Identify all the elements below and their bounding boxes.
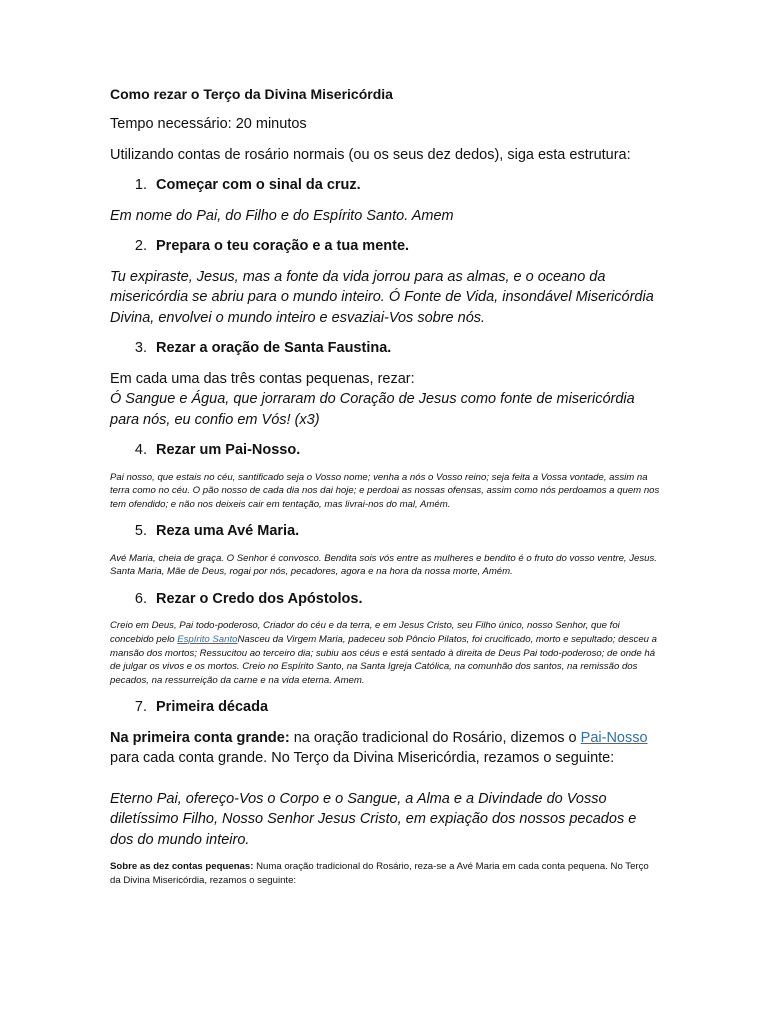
heart-prayer-text: Tu expiraste, Jesus, mas a fonte da vida jorrou para as almas, e o oceano da misericórdia se abriu para o mundo inteiro. Ó Fonte de Vida, insondável Misericórdia Divina, envolvei o mundo inteiro e esvaziai-Vos sobre nós. — [110, 268, 654, 326]
step-label: Prepara o teu coração e a tua mente. — [156, 238, 410, 254]
creed-text — [110, 619, 660, 687]
step-2 — [110, 236, 660, 257]
ten-beads-heading: Sobre as dez contas pequenas: — [110, 861, 254, 873]
our-father-link[interactable]: Pai-Nosso — [580, 729, 648, 746]
step-5 — [110, 521, 660, 542]
first-large-bead-text — [110, 728, 660, 769]
step-label: Primeira década — [156, 699, 269, 716]
holy-spirit-link[interactable]: Espírito Santo — [177, 634, 238, 646]
hail-mary-text: Avé Maria, cheia de graça. O Senhor é convosco. Bendita sois vós entre as mulheres e bendito é o fruto do vosso ventre, Jesus. Santa Maria, Mãe de Deus, rogai por nós, pecadores, agora e na hora da nossa morte, Amém. — [110, 552, 657, 578]
step-6 — [110, 589, 660, 610]
page-title: Como rezar o Terço da Divina Misericórdia — [110, 86, 393, 102]
ten-beads-body: Numa oração tradicional do Rosário, reza-se a Avé Maria em cada conta pequena. No Terço da Divina Misericórdia, rezamos o seguinte: — [110, 861, 649, 887]
step-3 — [110, 338, 660, 359]
step-label: Rezar a oração de Santa Faustina. — [156, 340, 392, 356]
document-body — [110, 84, 660, 888]
ten-beads-text — [110, 860, 660, 887]
creed-text-after: Nasceu da Virgem Maria, padeceu sob Pôncio Pilatos, foi crucificado, morto e sepultado; desceu a mansão dos mortos; Ressucitou ao terceiro dia; subiu aos céus e está sentado à direita de Deus Pai todo-poderoso; de onde há de julgar os vivos e os mortos. Creio no Espírito Santo, na Santa Igreja Católica, na comunhão dos santos, na remissão dos pecados, na ressurreição da carne e na vida eterna. Amem. — [110, 634, 658, 686]
step-number: 2. — [134, 238, 147, 254]
first-large-bead-after: para cada conta grande. No Terço da Divina Misericórdia, rezamos o seguinte: — [110, 750, 615, 767]
time-needed: Tempo necessário: 20 minutos — [110, 116, 307, 132]
our-father-text: Pai nosso, que estais no céu, santificado seja o Vosso nome; venha a nós o Vosso reino; seja feita a Vossa vontade, assim na terra como no céu. O pão nosso de cada dia nos dai hoje; e perdoai as nossas ofensas, assim como nós perdoamos a quem nos tem ofendido; e não nos deixeis cair em tentação, mas livrai-nos do mal, Amém. — [110, 471, 660, 510]
eternal-father-prayer: Eterno Pai, ofereço-Vos o Corpo e o Sangue, a Alma e a Divindade do Vosso diletíssimo Filho, Nosso Senhor Jesus Cristo, em expiação dos nossos pecados e dos do mundo inteiro. — [110, 790, 637, 848]
step-label: Começar com o sinal da cruz. — [156, 177, 361, 193]
step-7 — [110, 697, 660, 718]
first-large-bead-before: na oração tradicional do Rosário, dizemos o — [289, 729, 581, 746]
spacer — [110, 769, 660, 789]
step-4 — [110, 440, 660, 461]
faustina-prayer-text: Ó Sangue e Água, que jorraram do Coração de Jesus como fonte de misericórdia para nós, eu confio em Vós! (x3) — [110, 391, 635, 428]
intro-text: Utilizando contas de rosário normais (ou os seus dez dedos), siga esta estrutura: — [110, 146, 631, 163]
sign-of-cross-text: Em nome do Pai, do Filho e do Espírito Santo. Amem — [110, 207, 454, 224]
step-number: 7. — [134, 699, 147, 716]
step-number: 5. — [134, 523, 147, 540]
creed-text-before: Creio em Deus, Pai todo-poderoso, Criador do céu e da terra, e em Jesus Cristo, seu Filho único, nosso Senhor, que foi concebido pelo — [110, 620, 620, 646]
step-number: 6. — [134, 590, 147, 607]
step-number: 4. — [134, 442, 147, 458]
step-label: Rezar o Credo dos Apóstolos. — [156, 590, 363, 607]
step-label: Reza uma Avé Maria. — [156, 523, 300, 540]
faustina-intro: Em cada uma das três contas pequenas, rezar: — [110, 370, 415, 387]
step-1 — [110, 175, 660, 196]
first-large-bead-heading: Na primeira conta grande: — [110, 729, 290, 746]
step-number: 1. — [134, 177, 147, 193]
step-label: Rezar um Pai-Nosso. — [156, 442, 301, 458]
step-number: 3. — [134, 340, 147, 356]
